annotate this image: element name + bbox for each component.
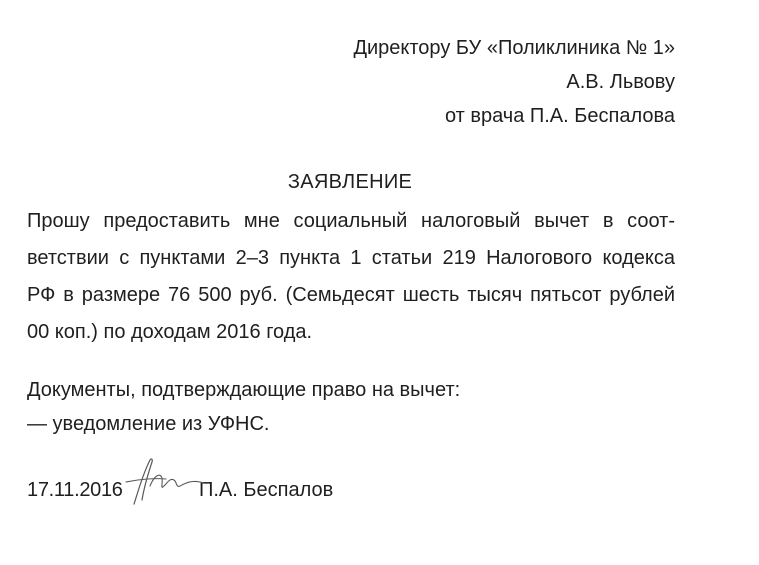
documents-item: — уведомление из УФНС. [27,413,270,435]
addressee-block [353,31,675,133]
paragraph-line: ветствии с пунктами 2–3 пункта 1 статьи 219 Налогового кодекса [27,247,675,269]
paragraph-line: РФ в размере 76 500 руб. (Семьдесят шесть тысяч пятьсот рублей [27,284,675,306]
paragraph-line: Прошу предоставить мне социальный налоговый вычет в соот- [27,210,675,232]
recipient-line-1: Директору БУ «Поликлиника № 1» [353,37,675,59]
document-title: ЗАЯВЛЕНИЕ [287,171,413,193]
sender-line: от врача П.А. Беспалова [444,105,675,127]
recipient-line-2: А.В. Львову [566,71,675,93]
date: 17.11.2016 [27,479,123,501]
signer-name: П.А. Беспалов [199,479,334,501]
paragraph-line: 00 коп.) по доходам 2016 года. [27,321,313,343]
documents-heading: Документы, подтверждающие право на вычет: [27,379,461,401]
handwritten-signature [120,452,212,510]
documents-section [27,373,460,441]
request-paragraph [27,203,675,351]
